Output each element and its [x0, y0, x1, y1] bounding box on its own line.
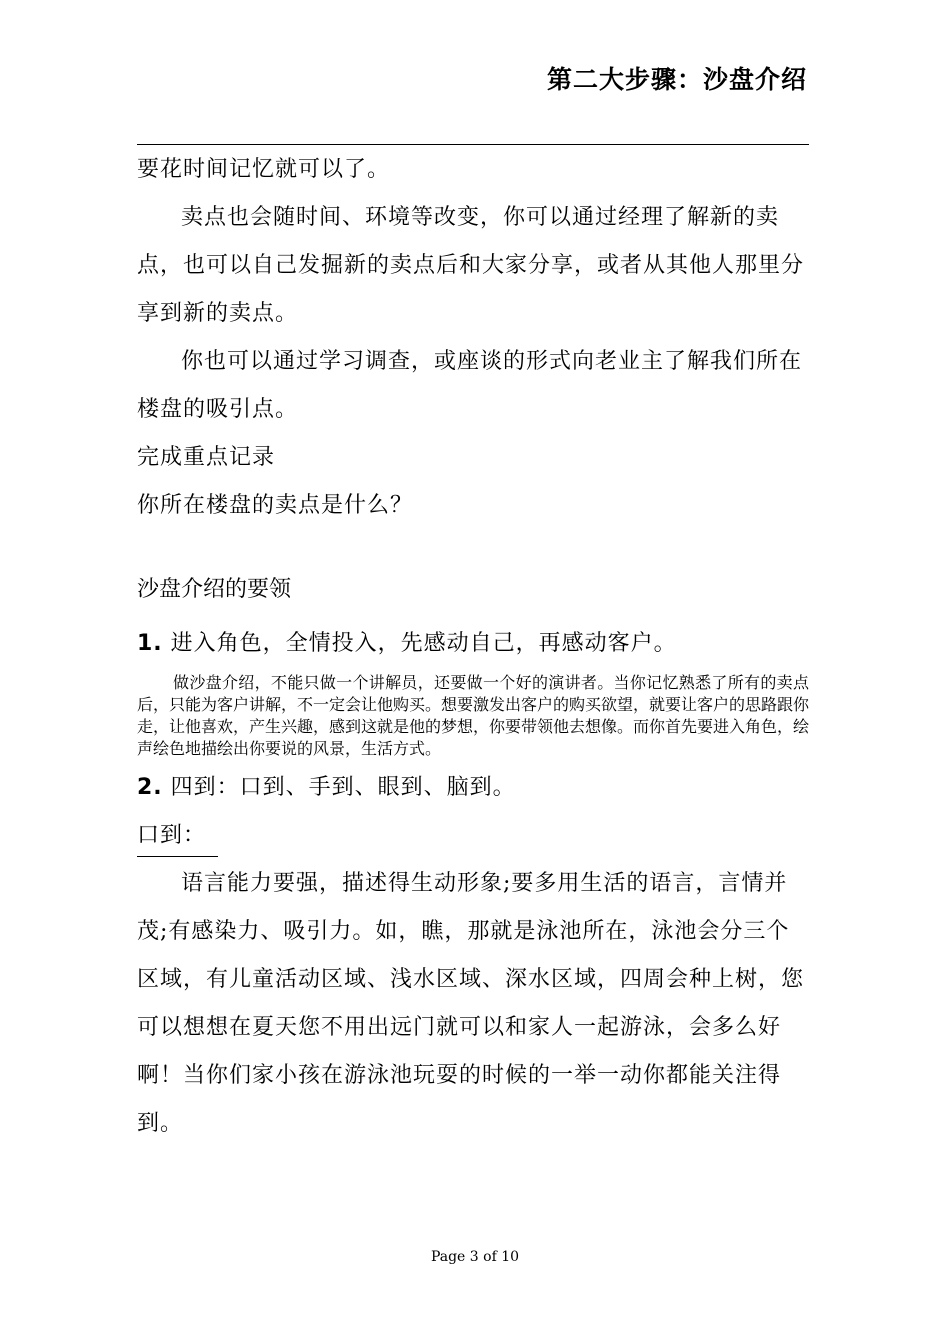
list-item-2-text: 四到：口到、手到、眼到、脑到。 — [170, 775, 516, 800]
paragraph-3: 你也可以通过学习调查，或座谈的形式向老业主了解我们所在楼盘的吸引点。 — [137, 349, 803, 422]
sub-heading-row — [137, 812, 809, 860]
paragraph-1: 要花时间记忆就可以了。 — [137, 157, 391, 182]
page-footer: Page 3 of 10 — [430, 1249, 520, 1265]
sub-heading: 口到： — [137, 816, 218, 857]
list-item-1-number: 1. — [137, 631, 163, 656]
sub-paragraph: 语言能力要强，描述得生动形象;要多用生活的语言，言情并茂;有感染力、吸引力。如，瞧，那就是泳池所在，泳池会分三个区域，有儿童活动区域、浅水区域、深水区域，四周会种上树，您可以想想在夏天您不用出远门就可以和家人一起游泳，会多么好啊！当你们家小孩在游泳池玩耍的时候的一举一动你都能关注得到。 — [137, 871, 805, 1136]
paragraph-5: 你所在楼盘的卖点是什么？ — [137, 493, 414, 518]
section-title: 沙盘介绍的要领 — [137, 577, 292, 602]
paragraph-2: 卖点也会随时间、环境等改变，你可以通过经理了解新的卖点，也可以自己发掘新的卖点后和大家分享，或者从其他人那里分享到新的卖点。 — [137, 205, 805, 326]
list-item-1-text: 进入角色，全情投入，先感动自己，再感动客户。 — [170, 631, 677, 656]
list-item-2 — [137, 764, 809, 812]
list-item-1 — [137, 620, 809, 668]
list-item-2-number: 2. — [137, 775, 163, 800]
document-body — [137, 146, 809, 1148]
paragraph-4: 完成重点记录 — [137, 445, 276, 470]
list-item-1-detail: 做沙盘介绍，不能只做一个讲解员，还要做一个好的演讲者。当你记忆熟悉了所有的卖点后，只能为客户讲解，不一定会让他购买。想要激发出客户的购买欲望，就要让客户的思路跟你走，让他喜欢，产生兴趣，感到这就是他的梦想，你要带领他去想像。而你首先要进入角色，绘声绘色地描绘出你要说的风景，生活方式。 — [137, 673, 810, 758]
header-divider — [137, 144, 809, 145]
page-header-title: 第二大步骤：沙盘介绍 — [546, 65, 807, 94]
